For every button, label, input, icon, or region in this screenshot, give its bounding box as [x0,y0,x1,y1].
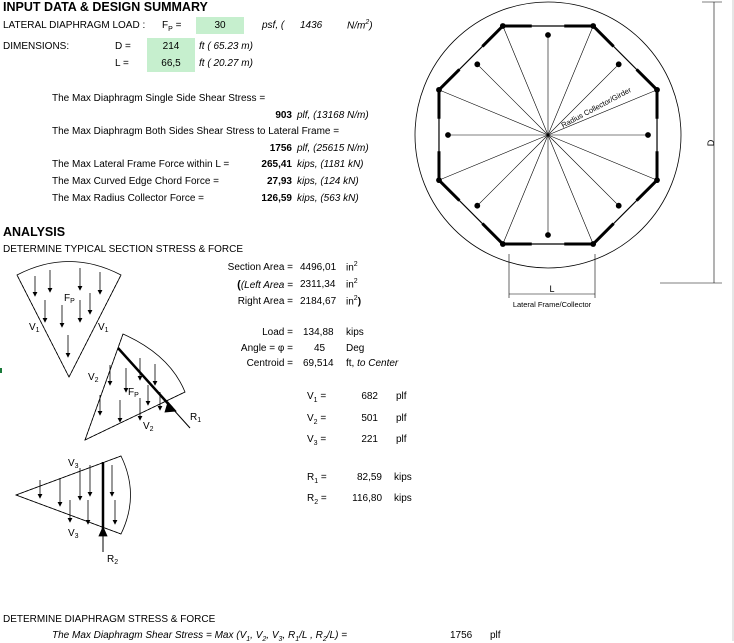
chord-force-value: 27,93 [266,176,292,187]
both-shear-unit: plf, (25615 N/m) [297,143,369,154]
load-si-value: 1436 [300,20,323,31]
column-dot [546,33,551,38]
collector-line [548,135,619,206]
sector2-outline [85,334,185,440]
load-calc-unit: kips [346,327,364,338]
angle-value: 45 [314,343,326,354]
radius-spoke [439,90,548,135]
section-area-label: Section Area = [227,262,293,273]
load-symbol: $F_P$ = [162,20,182,33]
right-area-value: 2184,67 [300,296,337,307]
radius-spoke [548,135,593,244]
lateral-force-label: The Max Lateral Frame Force within L = [52,159,230,170]
v1-value: 682 [361,391,378,402]
dims-label: DIMENSIONS: [3,41,70,52]
radius-spoke [503,135,548,244]
v1-right-label: $V_1$ [98,322,109,334]
load-calc-value: 134,88 [303,327,334,338]
section-area-unit: $in^2$ [346,261,358,274]
both-shear-label: The Max Diaphragm Both Sides Shear Stress to Lateral Frame = [52,126,340,137]
analysis-subtitle: DETERMINE TYPICAL SECTION STRESS & FORCE [3,244,244,255]
v2-right-label: $V_2$ [143,421,154,433]
right-area-label: Right Area = [237,296,293,307]
v2-value: 501 [361,413,378,424]
left-area-value: 2311,34 [300,279,336,290]
radius-force-label: The Max Radius Collector Force = [52,193,205,204]
vertex-dot [437,178,442,183]
r2-unit: kips [394,493,412,504]
load-arrows-1 [35,268,100,357]
d-dimension-label: D [706,139,716,147]
angle-unit: Deg [346,343,365,354]
radius-force-unit: kips, (563 kN) [297,193,359,204]
radius-spoke [548,135,657,180]
v2-unit: plf [396,413,407,424]
v3-top-label: $V_3$ [68,458,79,470]
frame-segment [637,69,657,89]
v1-label: $V_1$ = [307,391,327,404]
v2-label: $V_2$ = [307,413,327,426]
footer-formula: The Max Diaphragm Shear Stress = Max ($V_1$, $V_2$, $V_3$, $R_1/L$ , $R_2/L$) = [52,630,348,643]
v2-left-label: $V_2$ [88,372,99,384]
vertex-dot [655,87,660,92]
circular-plan-diagram [415,2,722,298]
r1-unit: kips [394,472,412,483]
l-input[interactable]: 66,5 [147,55,195,72]
radius-spoke [503,26,548,135]
frame-segment [593,26,613,46]
footer-section-title: DETERMINE DIAPHRAGM STRESS & FORCE [3,614,216,625]
both-shear-value: 1756 [269,143,292,154]
v3-unit: plf [396,434,407,445]
centroid-label: Centroid = [246,358,293,369]
single-shear-label: The Max Diaphragm Single Side Shear Stress = [52,93,266,104]
left-area-unit: $in^2$ [346,278,358,291]
load-label: LATERAL DIAPHRAGM LOAD : [3,20,146,31]
frame-segment [482,224,502,244]
r1-label-diagram: $R_1$ [190,412,202,424]
r1-value: 82,59 [356,472,382,483]
vertex-dot [591,24,596,29]
vertex-dot [500,24,505,29]
column-dot [616,203,621,208]
chord-force-label: The Max Curved Edge Chord Force = [52,176,220,187]
r1-label: $R_1$ = [307,472,327,485]
r2-label: $R_2$ = [307,493,327,506]
column-dot [446,133,451,138]
column-dot [475,62,480,67]
load-si-unit: $N/m^2$) [347,19,373,32]
footer-value: 1756 [450,630,473,641]
sector-outline [17,262,121,378]
centroid-value: 69,514 [303,358,334,369]
vertex-dot [591,242,596,247]
frame-segment [593,224,613,244]
radius-spokes [439,26,657,244]
frame-segment [439,180,459,200]
footer-unit: plf [490,630,501,641]
single-shear-value: 903 [275,110,292,121]
vertex-dot [500,242,505,247]
r2-label-diagram: $R_2$ [107,554,119,566]
load-input[interactable]: 30 [196,17,244,34]
radius-spoke [439,135,548,180]
v3-bottom-label: $V_3$ [68,528,79,540]
load-calc-label: Load = [262,327,293,338]
l-dimension-label: L [549,284,555,294]
left-area-label: ((Left Area = [237,279,293,291]
l-label: L = [115,58,129,69]
analysis-title: ANALYSIS [3,225,66,239]
load-unit: psf, ( [262,20,285,31]
d-unit: ft ( 65.23 m) [199,41,253,52]
fp-label-1: $F_P$ [64,293,75,305]
collector-line [477,64,548,135]
right-area-unit: $in^2$) [346,295,362,308]
chord-force-unit: kips, (124 kN) [297,176,359,187]
v3-label: $V_3$ = [307,434,327,447]
frame-segment [482,26,502,46]
sector-r1-diagram [85,334,190,440]
centroid-unit: ft, to Center [346,358,399,369]
column-dot [646,133,651,138]
page-title: INPUT DATA & DESIGN SUMMARY [3,0,208,14]
v1-unit: plf [396,391,407,402]
lateral-force-value: 265,41 [261,159,292,170]
angle-label: Angle = φ = [240,343,293,354]
radius-collector-label: Radius Collector/Girder [559,85,633,130]
r2-value: 116,80 [352,493,382,504]
lateral-force-unit: kips, (1181 kN) [297,159,364,170]
single-shear-unit: plf, (13168 N/m) [297,110,369,121]
l-unit: ft ( 20.27 m) [199,58,253,69]
d-label: D = [115,41,131,52]
frame-segment [637,180,657,200]
d-input[interactable]: 214 [147,38,195,55]
collector-line [477,135,548,206]
section-area-value: 4496,01 [300,262,337,273]
frame-segment [439,69,459,89]
column-dot [546,233,551,238]
v3-value: 221 [361,434,378,445]
column-dot [475,203,480,208]
vertex-dot [437,87,442,92]
lateral-frame-label: Lateral Frame/Collector [512,300,592,309]
fp-label-2: $F_P$ [128,387,139,399]
sector-diagram [17,262,121,378]
radius-force-value: 126,59 [261,193,292,204]
column-dot [616,62,621,67]
v1-left-label: $V_1$ [29,322,40,334]
vertex-dot [655,178,660,183]
